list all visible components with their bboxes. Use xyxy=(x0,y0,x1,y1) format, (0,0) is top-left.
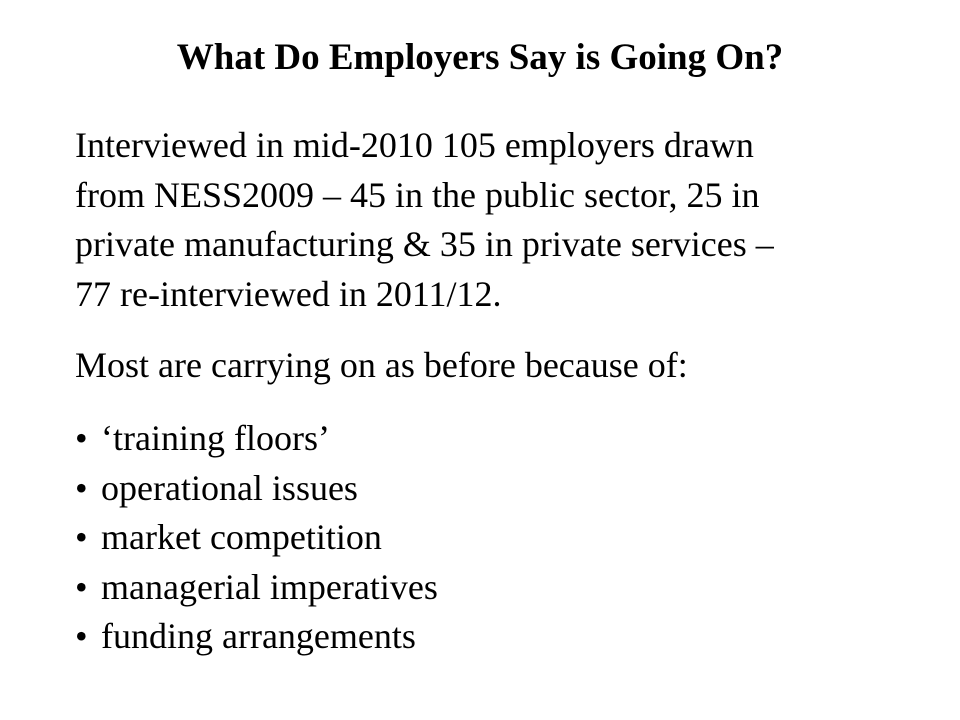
bullet-icon: • xyxy=(75,517,88,557)
bullet-icon: • xyxy=(75,467,88,508)
list-item xyxy=(75,563,438,613)
intro-paragraph xyxy=(75,121,935,319)
list-item-text: managerial imperatives xyxy=(101,566,438,607)
intro-line: Interviewed in mid-2010 105 employers drawn xyxy=(75,125,754,165)
list-item-text: operational issues xyxy=(101,467,358,508)
list-item-text: market competition xyxy=(101,517,382,557)
list-item xyxy=(75,612,438,662)
list-item xyxy=(75,513,438,563)
list-item xyxy=(75,414,438,464)
list-item xyxy=(75,464,438,514)
reasons-list xyxy=(75,414,438,662)
list-item-text: ‘training floors’ xyxy=(101,418,330,458)
bullet-icon: • xyxy=(75,418,88,458)
slide-title: What Do Employers Say is Going On? xyxy=(176,37,784,78)
list-item-text: funding arrangements xyxy=(101,616,416,656)
bullet-icon: • xyxy=(75,566,88,607)
intro-line: 77 re-interviewed in 2011/12. xyxy=(75,273,502,314)
intro-line: private manufacturing & 35 in private services – xyxy=(75,224,774,264)
lead-sentence: Most are carrying on as before because of: xyxy=(75,345,688,385)
bullet-icon: • xyxy=(75,616,88,656)
intro-line: from NESS2009 – 45 in the public sector, 25 in xyxy=(75,174,760,215)
